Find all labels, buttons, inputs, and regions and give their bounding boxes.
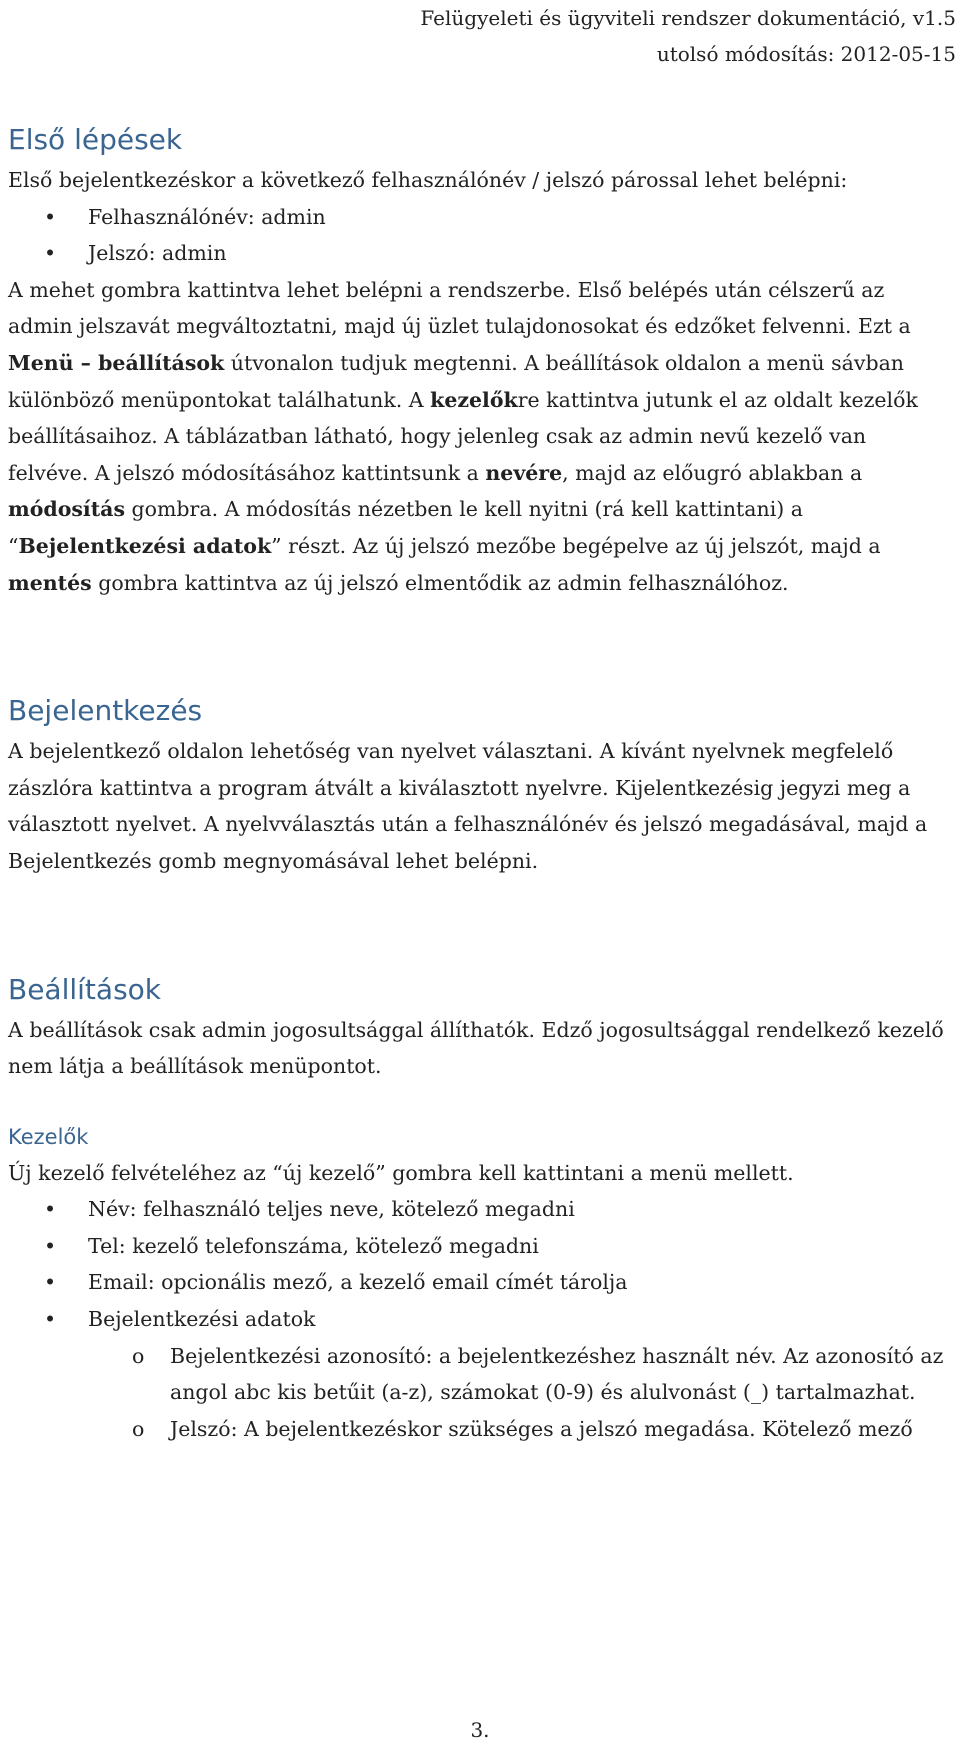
heading-operators: Kezelők [8, 1124, 89, 1149]
bold-modositas: módosítás [8, 497, 125, 522]
heading-settings: Beállítások [8, 972, 162, 1006]
heading-login: Bejelentkezés [8, 694, 203, 728]
document-title: Felügyeleti és ügyviteli rendszer dokumentáció, v1.5 [420, 6, 956, 30]
list-item: • Név: felhasználó teljes neve, kötelező megadni [8, 1191, 948, 1228]
page-header [420, 0, 956, 72]
sub-list-item: o Bejelentkezési azonosító: a bejelentkezéshez használt név. Az azonosító az angol abc kis betűit (a-z), számokat (0-9) és alulvonást (_) tartalmazhat. [8, 1338, 948, 1411]
bold-bejelentkezesi-adatok: Bejelentkezési adatok [18, 533, 272, 558]
list-item: • Email: opcionális mező, a kezelő email címét tárolja [8, 1264, 948, 1301]
list-item: • Felhasználónév: admin [8, 199, 948, 236]
list-item: • Jelszó: admin [8, 235, 948, 272]
document-body [8, 118, 948, 1447]
settings-paragraph: A beállítások csak admin jogosultsággal állíthatók. Edző jogosultsággal rendelkező kezelő nem látja a beállítások menüpontot. [8, 1017, 944, 1079]
page-number: 3. [470, 1718, 490, 1742]
operator-fields-list [8, 1191, 948, 1337]
bold-mentes: mentés [8, 570, 92, 595]
credentials-list [8, 199, 948, 272]
login-paragraph: A bejelentkező oldalon lehetőség van nyelvet választani. A kívánt nyelvnek megfelelő zászlóra kattintva a program átvált a kiválasztott nyelvre. Kijelentkezésig jegyzi meg a választott nyelvet. A nyelvválasztás után a felhasználónév és jelszó megadásával, majd a Bejelentkezés gomb megnyomásával lehet belépni. [8, 739, 928, 873]
login-data-sublist [8, 1338, 948, 1448]
list-item: • Tel: kezelő telefonszáma, kötelező megadni [8, 1228, 948, 1265]
first-steps-paragraph: A mehet gombra kattintva lehet belépni a rendszerbe. Első belépés után célszerű az admin jelszavát megváltoztatni, majd új üzlet tulajdonosokat és edzőket felvenni. Ezt a Menü – beállítások útvonalon tudjuk megtenni. A beállítások oldalon a menü sávban különböző menüpontokat találhatunk. A kezelőkre kattintva jutunk el az oldalt kezelők beállításaihoz. A táblázatban látható, hogy jelenleg csak az admin nevű kezelő van felvéve. A jelszó módosításához kattintsunk a nevére, majd az előugró ablakban a módosítás gombra. A módosítás nézetben le kell nyitni (rá kell kattintani) a “Bejelentkezési adatok” részt. Az új jelszó mezőbe begépelve az új jelszót, majd a mentés gombra kattintva az új jelszó elmentődik az admin felhasználóhoz. [8, 277, 918, 595]
last-modified-date: utolsó módosítás: 2012-05-15 [656, 42, 956, 66]
bold-nevere: nevére [485, 460, 563, 485]
operators-intro: Új kezelő felvételéhez az “új kezelő” gombra kell kattintani a menü mellett. [8, 1160, 794, 1185]
bold-menu-path: Menü – beállítások [8, 350, 225, 375]
list-item: • Bejelentkezési adatok [8, 1301, 948, 1338]
first-steps-intro: Első bejelentkezéskor a következő felhasználónév / jelszó párossal lehet belépni: [8, 168, 848, 192]
heading-first-steps: Első lépések [8, 123, 183, 156]
sub-list-item: o Jelszó: A bejelentkezéskor szükséges a jelszó megadása. Kötelező mező [8, 1411, 948, 1448]
bold-kezelok: kezelők [430, 387, 518, 412]
